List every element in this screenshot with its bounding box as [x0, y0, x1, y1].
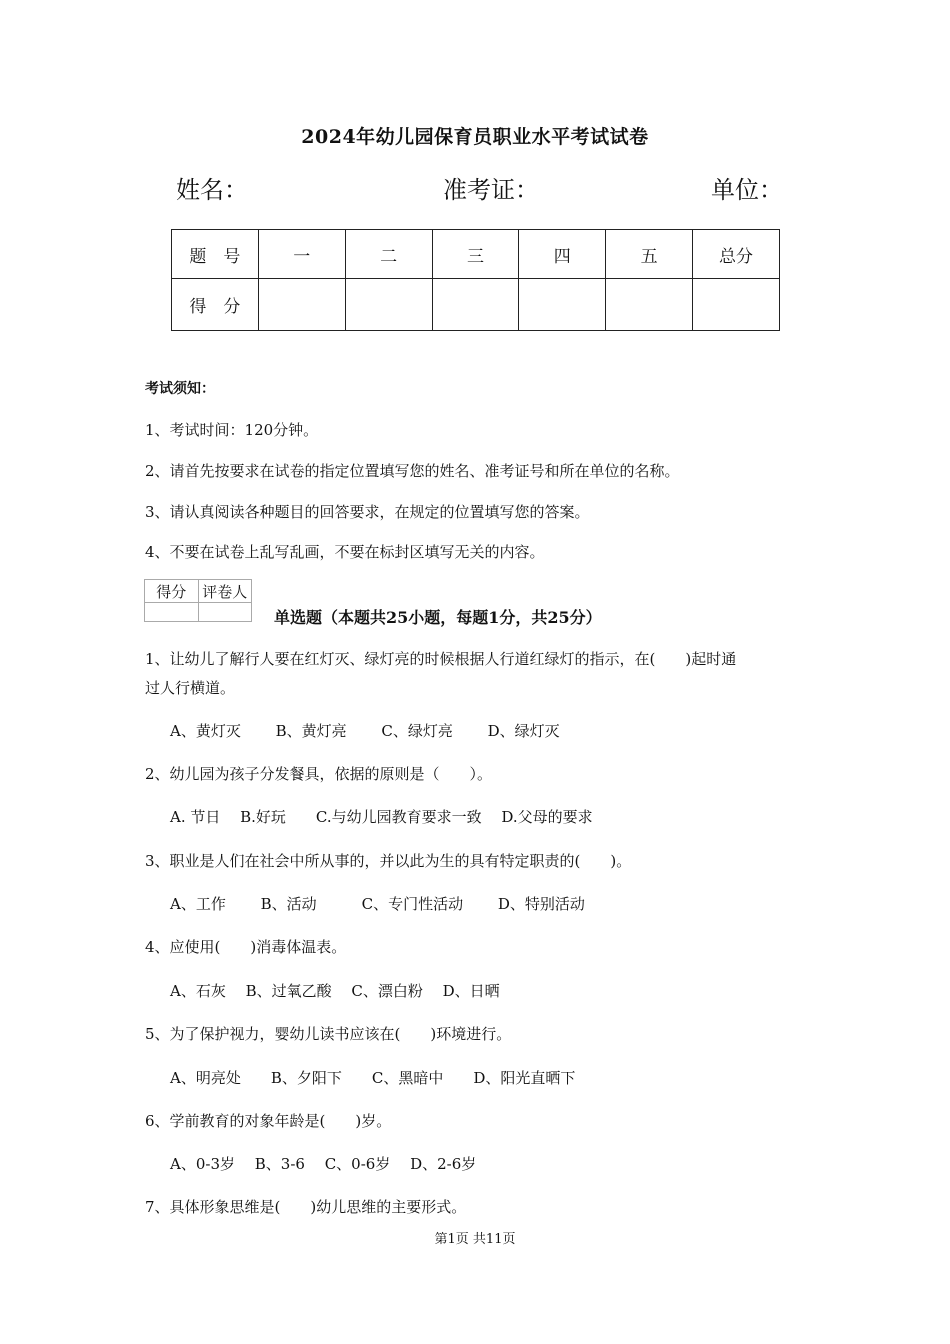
header-cell-4: 四 — [519, 230, 606, 279]
question-options: A. 节日 B.好玩 C.与幼儿园教育要求一致 D.父母的要求 — [170, 808, 593, 826]
question-stem: 1、让幼儿了解行人要在红灯灭、绿灯亮的时候根据人行道红绿灯的指示，在( )起时通 — [145, 650, 737, 668]
question-options: A、明亮处 B、夕阳下 C、黑暗中 D、阳光直晒下 — [170, 1069, 576, 1087]
header-cell-label: 题 号 — [172, 230, 259, 279]
grader-reviewer-label: 评卷人 — [198, 580, 252, 603]
question-options: A、黄灯灭 B、黄灯亮 C、绿灯亮 D、绿灯灭 — [170, 722, 560, 740]
unit-field-label: 单位： — [711, 176, 783, 204]
header-cell-1: 一 — [258, 230, 345, 279]
name-field-label: 姓名： — [176, 176, 248, 204]
score-row-label: 得 分 — [172, 279, 259, 331]
header-cell-5: 五 — [606, 230, 693, 279]
question-stem: 3、职业是人们在社会中所从事的，并以此为生的具有特定职责的( )。 — [145, 852, 632, 870]
question-stem: 6、学前教育的对象年龄是( )岁。 — [145, 1112, 392, 1130]
question-options: A、石灰 B、过氧乙酸 C、漂白粉 D、日晒 — [170, 982, 500, 1000]
header-cell-total: 总分 — [693, 230, 780, 279]
grader-score-label: 得分 — [145, 580, 199, 603]
notice-item: 1、考试时间：120分钟。 — [145, 421, 319, 439]
grader-reviewer-cell[interactable] — [198, 603, 252, 622]
question-options: A、工作 B、活动 C、专门性活动 D、特别活动 — [170, 895, 585, 913]
notice-title: 考试须知： — [145, 381, 215, 397]
header-cell-3: 三 — [432, 230, 519, 279]
notice-item: 3、请认真阅读各种题目的回答要求，在规定的位置填写您的答案。 — [145, 503, 590, 521]
grader-score-cell[interactable] — [145, 603, 199, 622]
question-stem: 5、为了保护视力，婴幼儿读书应该在( )环境进行。 — [145, 1025, 512, 1043]
score-cell[interactable] — [432, 279, 519, 331]
score-cell[interactable] — [345, 279, 432, 331]
score-table-header-row — [172, 230, 780, 279]
score-cell[interactable] — [693, 279, 780, 331]
question-stem: 7、具体形象思维是( )幼儿思维的主要形式。 — [145, 1198, 467, 1216]
score-cell[interactable] — [606, 279, 693, 331]
section-title: 单选题（本题共25小题，每题1分，共25分） — [274, 608, 602, 627]
header-cell-2: 二 — [345, 230, 432, 279]
notice-item: 2、请首先按要求在试卷的指定位置填写您的姓名、准考证号和所在单位的名称。 — [145, 462, 680, 480]
question-stem: 4、应使用( )消毒体温表。 — [145, 938, 347, 956]
page-footer: 第1页 共11页 — [434, 1232, 516, 1247]
page-title: 2024年幼儿园保育员职业水平考试试卷 — [301, 126, 649, 148]
exam-id-field-label: 准考证： — [443, 176, 539, 204]
score-table — [171, 229, 780, 331]
question-stem-continued: 过人行横道。 — [145, 679, 236, 697]
question-options: A、0-3岁 B、3-6 C、0-6岁 D、2-6岁 — [170, 1155, 477, 1173]
notice-item: 4、不要在试卷上乱写乱画，不要在标封区填写无关的内容。 — [145, 543, 545, 561]
grader-table — [144, 579, 252, 622]
question-stem: 2、幼儿园为孩子分发餐具，依据的原则是（ ）。 — [145, 765, 493, 783]
score-cell[interactable] — [519, 279, 606, 331]
score-cell[interactable] — [258, 279, 345, 331]
score-table-score-row — [172, 279, 780, 331]
